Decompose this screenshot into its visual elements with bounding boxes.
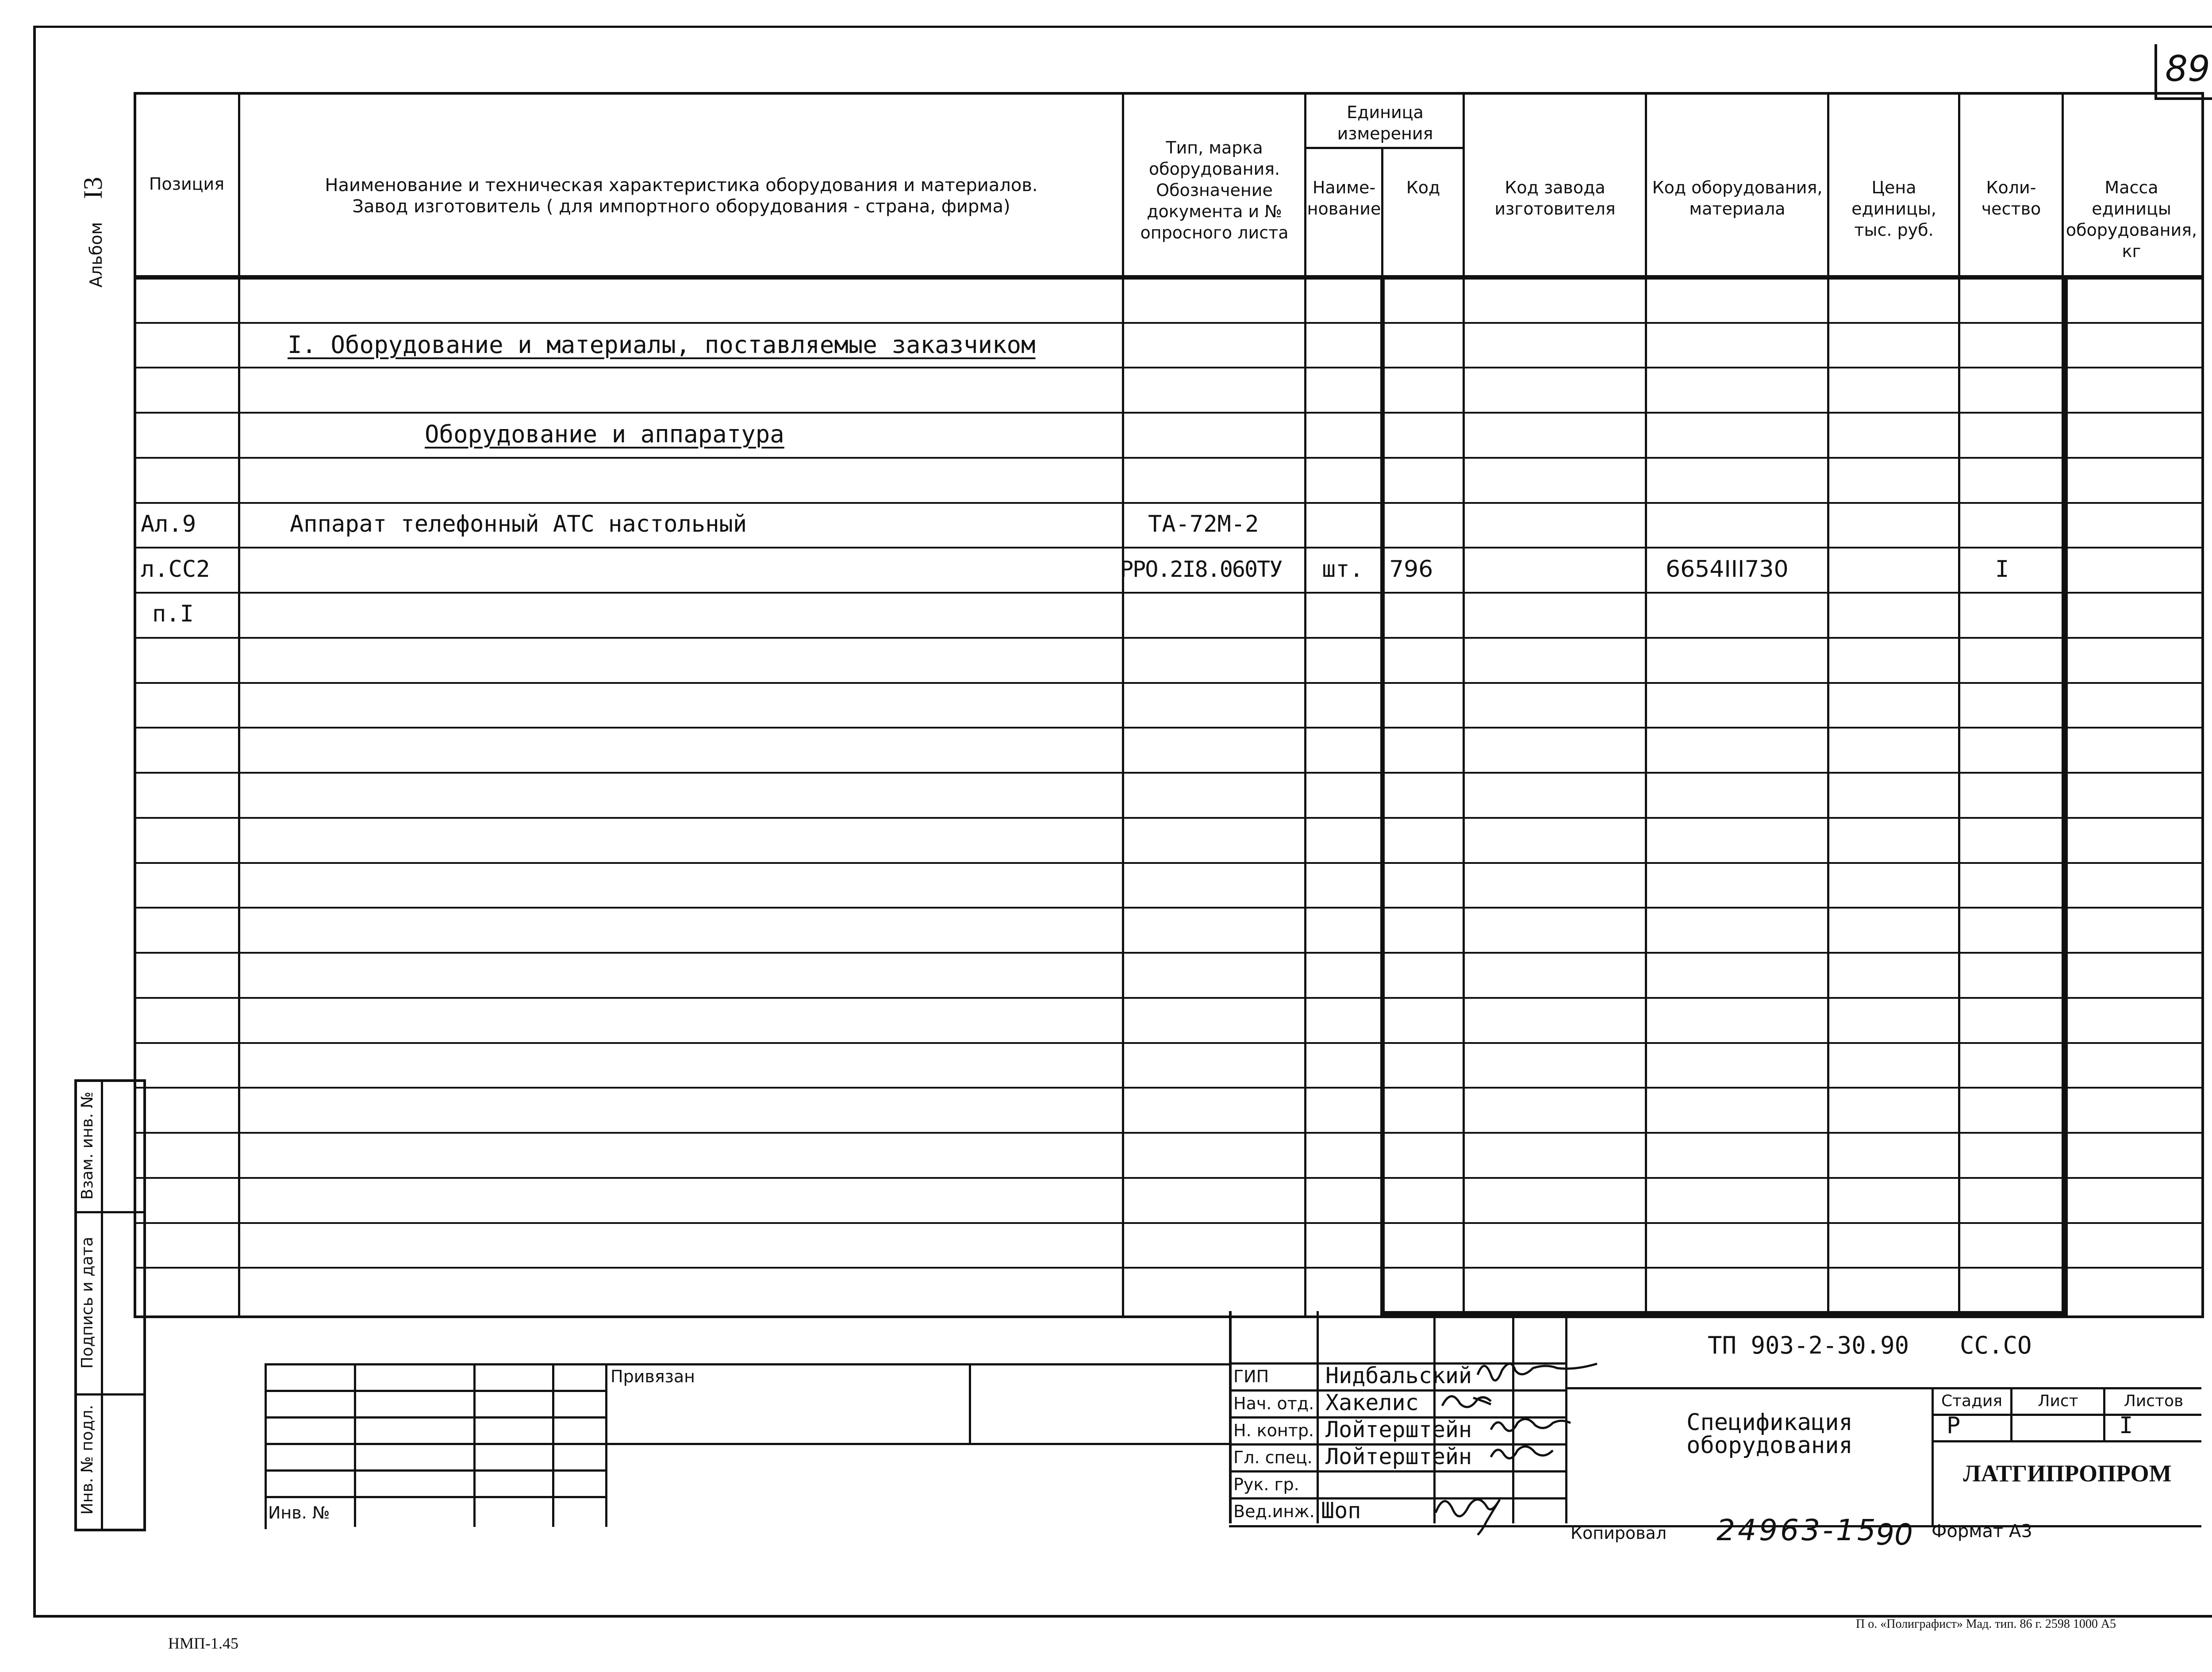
- side-stamp-podpis: Подпись и дата: [78, 1236, 96, 1369]
- copied-suffix: 90: [1876, 1518, 1913, 1552]
- item-position-2: л.СС2: [141, 556, 210, 583]
- side-stamp-vzam: Взам. инв. №: [78, 1091, 96, 1200]
- item-quantity: I: [1995, 556, 2009, 583]
- stage-value: Р: [1947, 1412, 1961, 1439]
- col-unit-name: Наиме- нование: [1307, 178, 1381, 219]
- col-equipment-code: Код оборудования, материала: [1652, 178, 1823, 219]
- signature-row-line: [1229, 1470, 1565, 1473]
- item-unit-code: 796: [1389, 556, 1433, 583]
- section-title-text: I. Оборудование и материалы, поставляемые заказчиком: [288, 331, 1036, 359]
- copied-number: 24963-15: [1717, 1513, 1878, 1547]
- printer-imprint: П о. «Полиграфист» Мад. тип. 86 г. 2598 1000 А5: [1856, 1617, 2116, 1631]
- table-row-line: [134, 1222, 2201, 1224]
- signature-name: Шоп: [1321, 1498, 1361, 1523]
- table-row-line: [134, 592, 2201, 594]
- table-row-line: [134, 457, 2201, 459]
- signature-name: Хакелис: [1325, 1390, 1419, 1415]
- col-mass: Масса единицы оборудования, кг: [2066, 178, 2197, 261]
- col-position: Позиция: [149, 174, 225, 194]
- col-factory-code: Код завода изготовителя: [1494, 178, 1616, 219]
- table-row-line: [134, 952, 2201, 954]
- signature-name: Нидбальский: [1325, 1363, 1472, 1388]
- section-title: [288, 332, 1036, 359]
- copied-label: Копировал: [1571, 1523, 1667, 1543]
- table-row-line: [134, 1177, 2201, 1179]
- table-row-line: [134, 502, 2201, 504]
- signature-role: Рук. гр.: [1233, 1475, 1299, 1494]
- table-row-line: [134, 682, 2201, 684]
- table-row-line: [134, 772, 2201, 774]
- table-row-line: [134, 907, 2201, 909]
- signature-role: Н. контр.: [1233, 1421, 1314, 1440]
- signature-name: Лойтерштейн: [1325, 1444, 1472, 1469]
- item-type-2: РРО.2I8.060ТУ: [1120, 556, 1282, 582]
- col-unit-group: Единица измерения: [1337, 103, 1433, 143]
- col-quantity: Коли- чество: [1981, 178, 2041, 219]
- item-equipment-code: 6654III730: [1666, 556, 1789, 583]
- sheets-label: Листов: [2124, 1392, 2184, 1410]
- privyazan-block: [265, 1363, 1231, 1529]
- stage-label: Стадия: [1941, 1392, 2003, 1410]
- table-row-line: [134, 322, 2201, 324]
- item-name: Аппарат телефонный АТС настольный: [290, 511, 747, 537]
- signature-role: ГИП: [1233, 1367, 1269, 1386]
- side-stamp-inv: Инв. № подл.: [78, 1404, 96, 1515]
- album-label: [78, 176, 108, 288]
- item-unit: шт.: [1322, 556, 1363, 583]
- album-number: I3: [78, 176, 108, 199]
- table-row-line: [134, 412, 2201, 414]
- subsection-title: Оборудование и аппаратура: [425, 420, 784, 448]
- table-row-line: [134, 367, 2201, 368]
- form-code: НМП-1.45: [168, 1634, 238, 1652]
- sheet-label: Лист: [2038, 1392, 2078, 1410]
- table-row-line: [134, 547, 2201, 548]
- table-row-line: [134, 1042, 2201, 1044]
- format-label: Формат А3: [1932, 1521, 2032, 1542]
- inv-no-label: Инв. №: [268, 1503, 330, 1522]
- doc-mark: СС.СО: [1960, 1331, 2032, 1359]
- col-price: Цена единицы, тыс. руб.: [1851, 178, 1936, 240]
- signature-role: Вед.инж.: [1233, 1502, 1315, 1521]
- signature-row-line: [1229, 1497, 1565, 1499]
- table-row-line: [134, 997, 2201, 999]
- sheets-value: I: [2119, 1412, 2133, 1439]
- table-row-line: [134, 1267, 2201, 1269]
- album-label-text: Альбом: [86, 222, 106, 288]
- signature-name: Лойтерштейн: [1325, 1417, 1472, 1442]
- doc-title: Спецификация оборудования: [1686, 1409, 1853, 1459]
- table-row-line: [134, 1132, 2201, 1134]
- table-row-line: [134, 1087, 2201, 1089]
- col-name: Наименование и техническая характеристика оборудования и материалов. Завод изготовитель ( для импортного оборудования - страна, фирма): [325, 175, 1038, 217]
- item-position-1: Ал.9: [141, 511, 196, 537]
- item-position-3: п.I: [152, 601, 194, 627]
- signature-role: Нач. отд.: [1233, 1394, 1314, 1413]
- privyazan-label: Привязан: [611, 1367, 695, 1386]
- item-type-1: ТА-72М-2: [1148, 511, 1259, 537]
- table-row-line: [134, 862, 2201, 864]
- bold-columns-box: [1380, 278, 2068, 1315]
- doc-code: ТП 903-2-30.90: [1708, 1331, 1909, 1359]
- col-type: Тип, марка оборудования. Обозначение документа и № опросного листа: [1140, 138, 1289, 242]
- col-unit-code: Код: [1406, 178, 1440, 197]
- sheet-number: 89: [2165, 48, 2210, 89]
- table-row-line: [134, 727, 2201, 729]
- signature-role: Гл. спец.: [1233, 1448, 1313, 1467]
- table-row-line: [134, 637, 2201, 639]
- org-name: ЛАТГИПРОПРОМ: [1963, 1460, 2172, 1487]
- table-row-line: [134, 817, 2201, 819]
